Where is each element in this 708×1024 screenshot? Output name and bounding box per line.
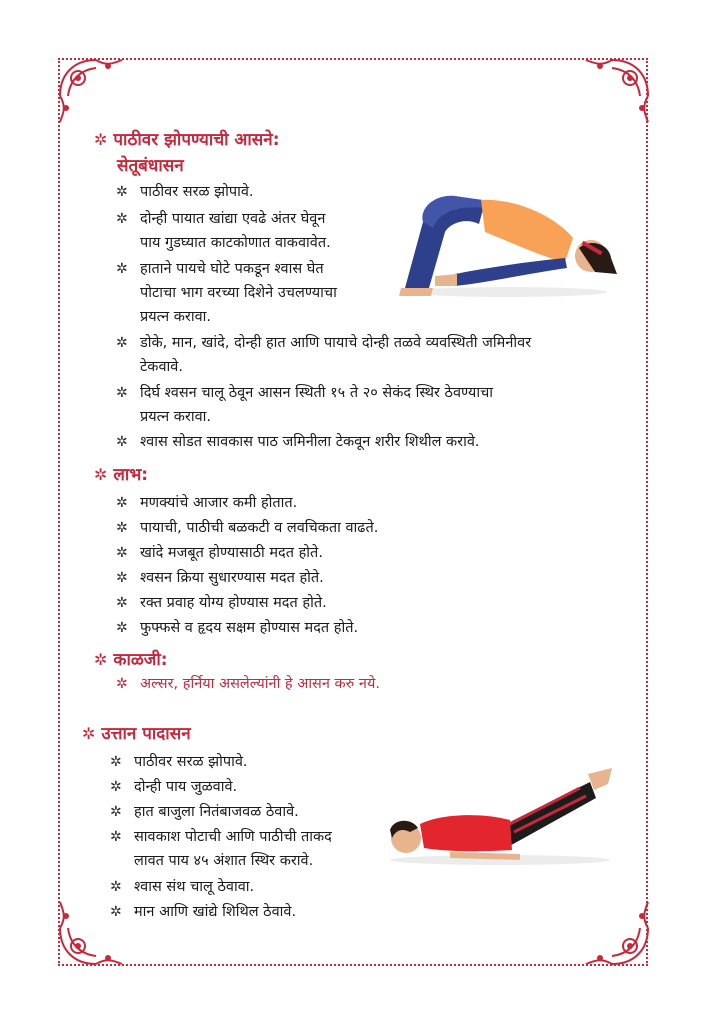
asterisk-flower-icon: ✲ — [110, 804, 122, 820]
list-item-text: प्रयत्न करावा. — [140, 309, 212, 325]
list-item-text: प्रयत्न करावा. — [140, 409, 212, 425]
asterisk-flower-icon: ✲ — [116, 595, 128, 611]
list-item-text: श्वास संथ चालू ठेवावा. — [134, 879, 255, 895]
list-item-text: लावत पाय ४५ अंशात स्थिर करावे. — [134, 853, 314, 869]
list-item-text: खांदे मजबूत होण्यासाठी मदत होते. — [140, 545, 323, 561]
list-item — [116, 430, 480, 454]
list-item — [110, 750, 248, 774]
list-item — [110, 900, 297, 924]
list-item-text: हाताने पायचे घोटे पकडून श्वास घेत — [140, 261, 324, 277]
list-item — [110, 825, 332, 873]
list-item — [116, 180, 254, 204]
floral-corner-icon — [574, 56, 652, 134]
list-item-text: मान आणि खांद्ये शिथिल ठेवावे. — [134, 904, 297, 920]
asterisk-flower-icon: ✲ — [110, 879, 122, 895]
heading-text: पाठीवर झोपण्याची आसने: — [113, 130, 280, 150]
list-item-text: सावकाश पोटाची आणि पाठीची ताकद — [134, 829, 332, 845]
asterisk-flower-icon: ✲ — [94, 650, 108, 669]
asana-title-setubandhasana: सेतूबंधासन — [117, 156, 184, 176]
floral-corner-icon — [574, 890, 652, 968]
list-item-text: श्वास सोडत सावकास पाठ जमिनीला टेकवून शरीर शिथील करावे. — [140, 434, 480, 450]
asterisk-flower-icon: ✲ — [82, 724, 96, 743]
list-item — [116, 491, 298, 515]
heading-text: उत्तान पादासन — [101, 724, 191, 744]
setubandhasana-pose-image — [395, 188, 625, 300]
uttanpadasana-pose-image — [380, 758, 620, 868]
list-item-text: दिर्घ श्वसन चालू ठेवून आसन स्थिती १५ ते २० सेकंद स्थिर ठेवण्याचा — [140, 385, 494, 401]
caution-heading — [94, 648, 168, 672]
asterisk-flower-icon: ✲ — [116, 495, 128, 511]
list-item — [116, 591, 327, 615]
floral-corner-icon — [56, 56, 134, 134]
benefits-heading — [94, 463, 148, 487]
list-item-text: डोके, मान, खांदे, दोन्ही हात आणि पायाचे दोन्ही तळवे व्यवस्थिती जमिनीवर — [140, 335, 532, 351]
list-item-text: मणक्यांचे आजार कमी होतात. — [140, 495, 298, 511]
list-item-text: टेकवावे. — [140, 359, 183, 375]
list-item — [116, 257, 337, 329]
list-item — [116, 331, 532, 379]
asterisk-flower-icon: ✲ — [116, 335, 128, 351]
list-item-text: रक्त प्रवाह योग्य होण्यास मदत होते. — [140, 595, 327, 611]
list-item-text: दोन्ही पायात खांद्या एवढे अंतर घेवून — [140, 211, 326, 227]
list-item — [116, 516, 379, 540]
asterisk-flower-icon: ✲ — [110, 904, 122, 920]
asterisk-flower-icon: ✲ — [116, 620, 128, 636]
heading-text: लाभ: — [113, 465, 149, 485]
asterisk-flower-icon: ✲ — [110, 779, 122, 795]
asterisk-flower-icon: ✲ — [116, 385, 128, 401]
section-heading-uttanpadasana — [82, 722, 191, 746]
list-item — [116, 566, 324, 590]
asterisk-flower-icon: ✲ — [94, 130, 108, 149]
list-item — [116, 207, 331, 255]
list-item — [116, 381, 494, 429]
caution-text: अल्सर, हर्निया असलेल्यांनी हे आसन करु नये. — [140, 676, 381, 692]
list-item-text: पाठीवर सरळ झोपावे. — [134, 754, 248, 770]
asterisk-flower-icon: ✲ — [116, 545, 128, 561]
heading-text: काळजी: — [113, 650, 168, 670]
asterisk-flower-icon: ✲ — [110, 829, 122, 845]
asterisk-flower-icon: ✲ — [116, 184, 128, 200]
list-item — [110, 800, 299, 824]
asterisk-flower-icon: ✲ — [116, 261, 128, 277]
asterisk-flower-icon: ✲ — [116, 434, 128, 450]
list-item-text: पाठीवर सरळ झोपावे. — [140, 184, 254, 200]
list-item-text: पोटाचा भाग वरच्या दिशेने उचलण्याचा — [140, 285, 337, 301]
asterisk-flower-icon: ✲ — [116, 570, 128, 586]
asterisk-flower-icon: ✲ — [116, 676, 128, 692]
list-item — [116, 616, 359, 640]
list-item-text: पायाची, पाठीची बळकटी व लवचिकता वाढते. — [140, 520, 379, 536]
caution-item — [116, 672, 381, 696]
list-item-text: पाय गुडघ्यात काटकोणात वाकवावेत. — [140, 235, 331, 251]
floral-corner-icon — [56, 890, 134, 968]
list-item — [116, 541, 323, 565]
list-item-text: हात बाजुला नितंबाजवळ ठेवावे. — [134, 804, 299, 820]
section-heading-supine-asanas — [94, 128, 280, 152]
list-item — [110, 875, 255, 899]
asterisk-flower-icon: ✲ — [116, 211, 128, 227]
asterisk-flower-icon: ✲ — [94, 465, 108, 484]
asterisk-flower-icon: ✲ — [110, 754, 122, 770]
list-item-text: फुफ्फसे व हृदय सक्षम होण्यास मदत होते. — [140, 620, 359, 636]
list-item — [110, 775, 238, 799]
asterisk-flower-icon: ✲ — [116, 520, 128, 536]
list-item-text: श्वसन क्रिया सुधारण्यास मदत होते. — [140, 570, 324, 586]
list-item-text: दोन्ही पाय जुळवावे. — [134, 779, 238, 795]
